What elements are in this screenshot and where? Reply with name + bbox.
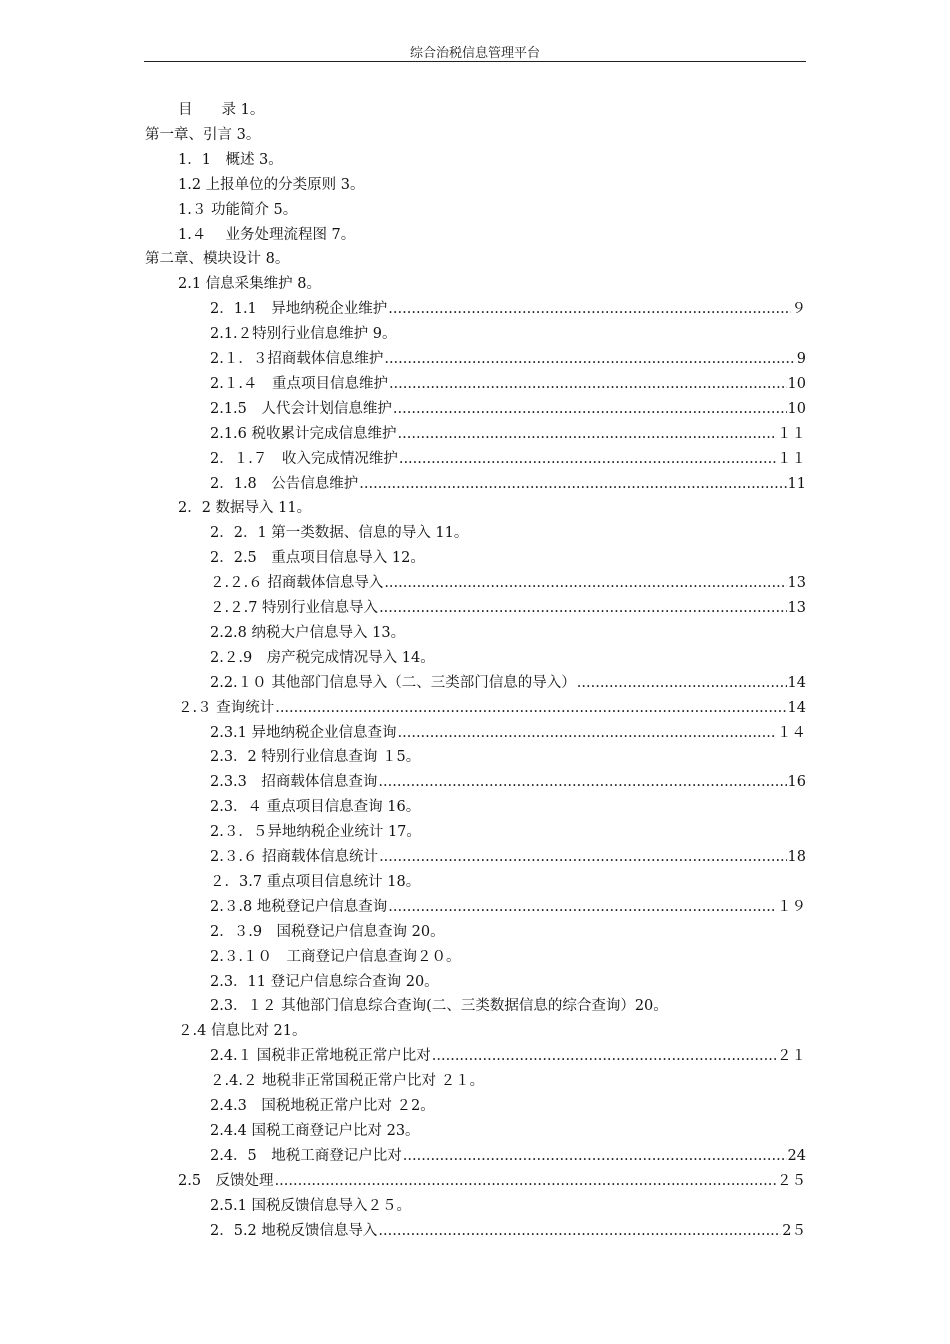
toc-entry[interactable] [210, 1044, 806, 1068]
toc-page-number: 13 [787, 575, 806, 592]
toc-page-number: ２５ [777, 1172, 806, 1189]
toc-entry[interactable] [210, 795, 420, 819]
toc-entry[interactable] [210, 297, 806, 321]
toc-entry-title: ２.２.６ 招商载体信息导入 [210, 575, 384, 592]
toc-entry[interactable] [178, 223, 355, 247]
toc-page-number: ２１ [777, 1048, 806, 1065]
toc-dot-leader [398, 721, 776, 745]
toc-entry-title: 2．1.8 公告信息维护 [210, 475, 359, 492]
toc-entry-title: 2.1 信息采集维护 8。 [178, 276, 322, 293]
toc-page-number: １１ [777, 425, 806, 442]
toc-page-number: １１ [777, 450, 806, 467]
toc-entry[interactable] [210, 472, 806, 496]
toc-entry-title: 2.１．３招商载体信息维护 [210, 351, 384, 367]
toc-entry[interactable] [210, 870, 420, 894]
toc-entry-title: 第二章、模块设计 8。 [145, 251, 290, 268]
toc-entry-title: 2.3.3 招商载体信息查询 [210, 774, 378, 791]
toc-entry[interactable] [210, 721, 806, 745]
toc-entry-title: 2．2 数据导入 11。 [178, 500, 312, 517]
toc-entry[interactable] [178, 1019, 307, 1043]
toc-entry[interactable] [210, 1069, 484, 1093]
toc-dot-leader [398, 422, 776, 446]
toc-entry-title: 1.2 上报单位的分类原则 3。 [178, 176, 365, 193]
toc-entry[interactable] [178, 198, 297, 222]
toc-entry[interactable] [178, 496, 311, 520]
toc-entry[interactable] [178, 148, 283, 172]
toc-entry-title: 2.3．11 登记户信息综合查询 20。 [210, 973, 439, 990]
toc-dot-leader [378, 1219, 781, 1243]
toc-page-number: 9 [796, 351, 806, 367]
page-header-title: 综合治税信息管理平台 [409, 46, 540, 61]
toc-page-number: 14 [787, 674, 806, 691]
toc-dot-leader [378, 770, 786, 794]
toc-entry-title: 2.4.１ 国税非正常地税正常户比对 [210, 1048, 431, 1065]
toc-entry-title: 2.3．2 特别行业信息查询 １5。 [210, 749, 421, 766]
toc-entry[interactable] [178, 696, 806, 720]
toc-dot-leader [393, 397, 787, 421]
toc-entry[interactable] [210, 447, 806, 471]
toc-entry-title: 2.2.１０ 其他部门信息导入（二、三类部门信息的导入） [210, 674, 576, 691]
toc-entry[interactable] [210, 571, 806, 595]
toc-entry-title: 2.1.２特别行业信息维护 9。 [210, 326, 397, 343]
toc-page-number: 10 [787, 375, 806, 392]
toc-entry[interactable] [178, 173, 365, 197]
toc-entry-title: 2．１.７ 收入完成情况维护 [210, 450, 398, 467]
toc-entry-title: 1.３ 功能简介 5。 [178, 201, 298, 218]
toc-entry-title: 2.5 反馈处理 [178, 1172, 274, 1189]
toc-entry[interactable] [210, 994, 668, 1018]
toc-entry[interactable] [210, 671, 806, 695]
toc-entry-title: 2.3．１２ 其他部门信息综合查询(二、三类数据信息的综合查询）20。 [210, 998, 668, 1015]
toc-entry[interactable] [210, 1144, 806, 1168]
toc-dot-leader [388, 297, 790, 321]
toc-entry[interactable] [210, 397, 806, 421]
toc-entry-title: 2．３.9 国税登记户信息查询 20。 [210, 923, 445, 940]
toc-entry[interactable] [210, 820, 421, 844]
toc-entry[interactable] [210, 770, 806, 794]
toc-dot-leader [379, 845, 786, 869]
toc-page-number: 16 [787, 774, 806, 791]
toc-entry[interactable] [210, 546, 425, 570]
toc-entry-title: ２.4.２ 地税非正常国税正常户比对 ２１。 [210, 1073, 485, 1090]
toc-page-number: １９ [777, 898, 806, 915]
toc-entry-title: 2.１.４ 重点项目信息维护 [210, 375, 388, 392]
toc-entry[interactable] [210, 970, 439, 994]
toc-entry-title: 目 录 1。 [178, 102, 265, 118]
toc-dot-leader [359, 472, 786, 496]
toc-dot-leader [389, 372, 787, 396]
toc-entry-title: 2.３.8 地税登记户信息查询 [210, 898, 388, 915]
toc-entry-title: 2.1.6 税收累计完成信息维护 [210, 425, 397, 442]
toc-entry-title: 2.4．5 地税工商登记户比对 [210, 1147, 402, 1164]
toc-page-number: 18 [787, 849, 806, 865]
toc-entry-title: 2．2．1 第一类数据、信息的导入 11。 [210, 525, 469, 542]
toc-entry[interactable] [178, 98, 264, 122]
toc-page-number: 13 [787, 600, 806, 616]
toc-entry-title: 1．1 概述 3。 [178, 151, 283, 168]
toc-entry[interactable] [210, 322, 397, 346]
toc-page-number: ９ [791, 301, 806, 318]
toc-entry[interactable] [210, 621, 405, 645]
toc-entry-title: 第一章、引言 3。 [145, 126, 261, 143]
toc-dot-leader [577, 671, 787, 695]
toc-entry-title: ２．3.7 重点项目信息统计 18。 [210, 873, 421, 890]
toc-entry[interactable] [145, 123, 260, 147]
toc-entry[interactable] [210, 347, 806, 371]
toc-dot-leader [388, 895, 776, 919]
toc-entry-title: ２.３ 查询统计 [178, 699, 275, 716]
toc-entry[interactable] [178, 272, 321, 296]
toc-dot-leader [403, 1144, 787, 1168]
toc-page-number: 11 [787, 475, 806, 492]
toc-page-number: １４ [777, 724, 806, 741]
toc-entry[interactable] [210, 895, 806, 919]
toc-entry-title: 1.４ 业务处理流程图 7。 [178, 226, 356, 243]
toc-dot-leader [399, 447, 776, 471]
toc-entry[interactable] [210, 745, 420, 769]
toc-entry-title: 2．2.5 重点项目信息导入 12。 [210, 550, 425, 567]
toc-entry[interactable] [210, 945, 460, 969]
toc-entry-title: 2．5.2 地税反馈信息导入 [210, 1222, 378, 1239]
toc-entry[interactable] [210, 1194, 411, 1218]
toc-entry[interactable] [210, 1219, 806, 1243]
toc-entry-title: ２.２.7 特别行业信息导入 [210, 600, 379, 616]
toc-entry-title: 2.3.1 异地纳税企业信息查询 [210, 724, 397, 741]
header-rule [144, 61, 806, 62]
toc-entry[interactable] [210, 845, 806, 869]
toc-entry[interactable] [210, 646, 435, 670]
toc-dot-leader [384, 347, 795, 371]
toc-entry[interactable] [210, 596, 806, 620]
toc-entry[interactable] [210, 422, 806, 446]
toc-entry[interactable] [210, 521, 468, 545]
toc-entry-title: 2.２.9 房产税完成情况导入 14。 [210, 649, 435, 666]
toc-entry[interactable] [145, 247, 289, 271]
toc-entry-title: 2.2.8 纳税大户信息导入 13。 [210, 624, 406, 641]
toc-dot-leader [432, 1044, 776, 1068]
toc-entry-title: 2.4.4 国税工商登记户比对 23。 [210, 1122, 420, 1139]
toc-entry[interactable] [178, 1169, 806, 1193]
toc-entry-title: ２.4 信息比对 21。 [178, 1023, 307, 1040]
toc-page-number: 24 [787, 1147, 806, 1164]
toc-entry[interactable] [210, 1094, 435, 1118]
toc-entry-title: 2.３.６ 招商载体信息统计 [210, 849, 379, 865]
toc-entry-title: 2．1.1 异地纳税企业维护 [210, 301, 388, 318]
toc-dot-leader [379, 596, 786, 620]
toc-dot-leader [275, 1169, 776, 1193]
toc-entry-title: 2.5.1 国税反馈信息导入２５。 [210, 1197, 412, 1214]
toc-entry[interactable] [210, 920, 445, 944]
toc-entry-title: 2.1.5 人代会计划信息维护 [210, 400, 392, 417]
toc-entry-title: 2.3．４ 重点项目信息查询 16。 [210, 799, 421, 816]
toc-entry[interactable] [210, 372, 806, 396]
toc-entry-title: 2.３.１０ 工商登记户信息查询２０。 [210, 948, 461, 965]
toc-page-number: 14 [787, 699, 806, 716]
toc-page-number: 10 [787, 400, 806, 417]
toc-page-number: 2５ [782, 1222, 806, 1239]
toc-dot-leader [275, 696, 786, 720]
toc-dot-leader [384, 571, 786, 595]
toc-entry-title: 2.３．５异地纳税企业统计 17。 [210, 824, 421, 841]
toc-entry[interactable] [210, 1119, 420, 1143]
toc-entry-title: 2.4.3 国税地税正常户比对 ２2。 [210, 1098, 435, 1114]
